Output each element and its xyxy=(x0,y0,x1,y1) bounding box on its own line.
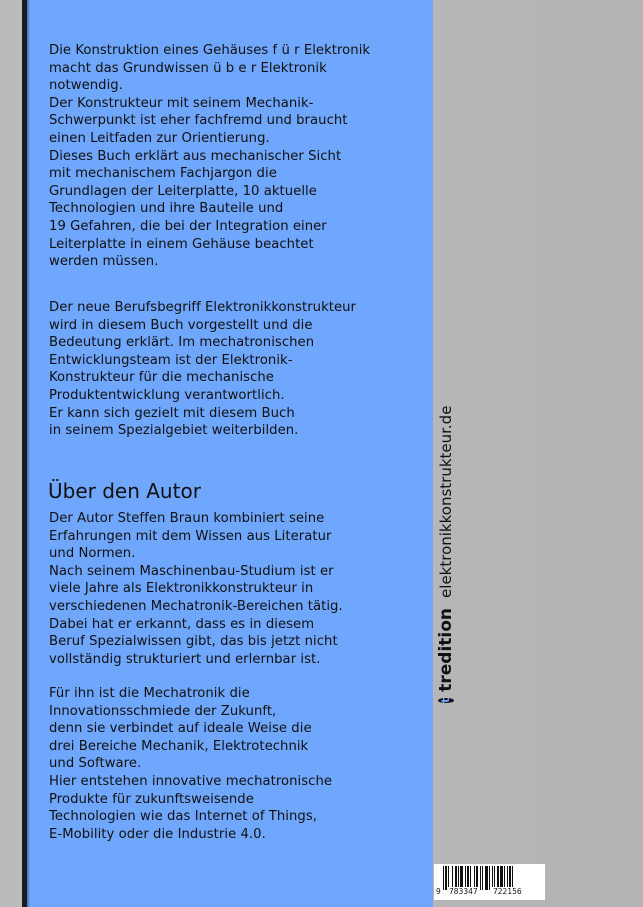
vertical-publisher-label xyxy=(433,405,459,703)
barcode-lead-digit: 9 xyxy=(436,887,441,896)
author-heading: Über den Autor xyxy=(48,479,201,503)
author-paragraph-2: Für ihn ist die Mechatronik die Innovationsschmiede der Zukunft, denn sie verbindet auf ideale Weise die drei Bereiche Mechanik, Elektrotechnik und Software. Hier entstehen innovative mechatronische Produkte für zukunftsweisende Technologien wie das Internet of Things, E-Mobility oder die Industrie 4.0. xyxy=(49,686,333,842)
barcode-digit-group-1: 783347 xyxy=(449,887,478,896)
blurb-paragraph-1: Die Konstruktion eines Gehäuses f ü r Elektronik macht das Grundwissen ü b e r Elektronik notwendig. Der Konstrukteur mit seinem Mechanik- Schwerpunkt ist eher fachfremd und braucht einen Leitfaden zur Orientierung. Dieses Buch erklärt aus mechanischer Sicht mit mechanischem Fachjargon die Grundlagen der Leiterplatte, 10 aktuelle Technologien und ihre Bauteile und 19 Gefahren, die bei der Integration einer Leiterplatte in einem Gehäuse beachtet werden müssen. xyxy=(49,43,371,270)
publisher-name: tredition xyxy=(436,607,456,692)
barcode-digit-group-2: 722156 xyxy=(493,887,522,896)
spine-shadow xyxy=(27,0,30,907)
author-paragraph-1: Der Autor Steffen Braun kombiniert seine Erfahrungen mit dem Wissen aus Literatur und Normen. Nach seinem Maschinenbau-Studium ist er viele Jahre als Elektronikkonstrukteur in verschiedenen Mechatronik-Bereichen tätig. Dabei hat er erkannt, dass es in diesem Beruf Spezialwissen gibt, das bis jetzt nicht vollständig strukturiert und erlernbar ist. xyxy=(49,511,343,667)
tredition-logo-icon: t xyxy=(439,697,452,703)
isbn-barcode xyxy=(434,864,545,900)
website-url: elektronikkonstrukteur.de xyxy=(437,405,455,598)
blurb-paragraph-2: Der neue Berufsbegriff Elektronikkonstrukteur wird in diesem Buch vorgestellt und die Bedeutung erklärt. Im mechatronischen Entwicklungsteam ist der Elektronik- Konstrukteur für die mechanische Produktentwicklung verantwortlich. Er kann sich gezielt mit diesem Buch in seinem Spezialgebiet weiterbilden. xyxy=(49,300,357,439)
